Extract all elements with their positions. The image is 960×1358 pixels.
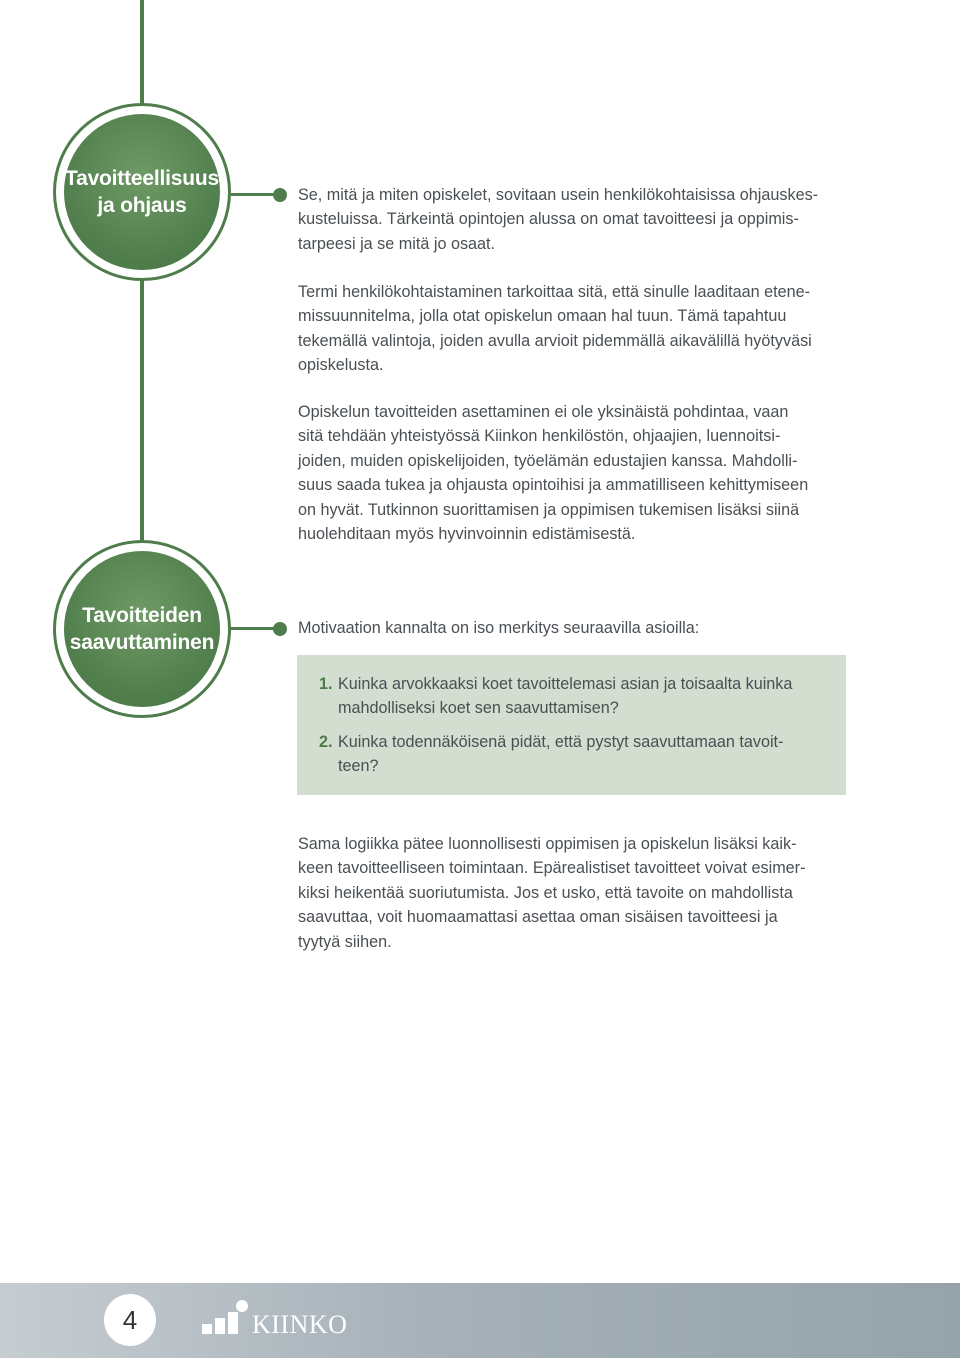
section-connector	[231, 193, 279, 196]
paragraph-logic: Sama logiikka pätee luonnollisesti oppimisen ja opiskelun lisäksi kaik- keen tavoitteelliseen toimintaan. Epärealistiset tavoitteet voivat esimer- kiksi heikentää suoriutumista. Jos et usko, että tavoite on mahdollista saavuttaa, voit huomaamattasi asettaa oman sisäisen tavoitteesi ja tyytyä siihen.	[298, 835, 806, 951]
section-connector	[231, 627, 279, 630]
list-item	[319, 672, 826, 721]
section-circle-fill	[64, 551, 220, 707]
section-bullet-dot	[273, 188, 287, 202]
timeline-line-middle	[140, 278, 144, 541]
section-title-achieving: Tavoitteiden saavuttaminen	[69, 604, 215, 654]
section-bullet-dot	[273, 622, 287, 636]
callout-box	[297, 655, 846, 795]
page-number: 4	[104, 1294, 156, 1346]
paragraph-cooperation: Opiskelun tavoitteiden asettaminen ei ole yksinäistä pohdintaa, vaan sitä tehdään yhteistyössä Kiinkon henkilöstön, ohjaajien, luennoitsi- joiden, muiden opiskelijoiden, työelämän edustajien kanssa. Mahdolli- suus saada tukea ja ohjausta opintoihisi ja ammatilliseen kehittymiseen on hyvät. Tutkinnon suorittamisen ja oppimisen tukemisen lisäksi siinä huolehditaan myös hyvinvoinnin edistämisestä.	[298, 403, 809, 544]
section-circle-achieving	[53, 540, 231, 718]
timeline-line-top	[140, 0, 144, 104]
logo-text: KIINKO	[252, 1310, 348, 1339]
list-item-number: 2.	[319, 732, 333, 751]
section-circle-goals	[53, 103, 231, 281]
paragraph-intro: Se, mitä ja miten opiskelet, sovitaan usein henkilökohtaisissa ohjauskes- kusteluissa. Tärkeintä opintojen alussa on omat tavoitteesi ja oppimis- tarpeesi ja se mitä jo osaat.	[298, 186, 819, 253]
list-item-text: Kuinka todennäköisenä pidät, että pystyt saavuttamaan tavoit- teen?	[338, 732, 784, 776]
list-item-text: Kuinka arvokkaaksi koet tavoittelemasi asian ja toisaalta kuinka mahdolliseksi koet sen saavuttamisen?	[338, 675, 793, 718]
paragraph-personalization: Termi henkilökohtaistaminen tarkoittaa sitä, että sinulle laaditaan etene- missuunnitelma, jolla otat opiskelun omaan hal tuun. Tämä tapahtuu tekemällä valintoja, joiden avulla arvioit pidemmällä aikavälillä hyötyväsi opiskelusta.	[298, 283, 812, 375]
kiinko-logo-icon	[202, 1298, 250, 1338]
list-item-number: 1.	[319, 675, 333, 693]
section-circle-fill	[64, 114, 220, 270]
list-item	[319, 730, 826, 779]
section-title-goals: Tavoitteellisuus ja ohjaus	[65, 167, 219, 217]
paragraph-motivation: Motivaation kannalta on iso merkitys seuraavilla asioilla:	[298, 619, 700, 637]
